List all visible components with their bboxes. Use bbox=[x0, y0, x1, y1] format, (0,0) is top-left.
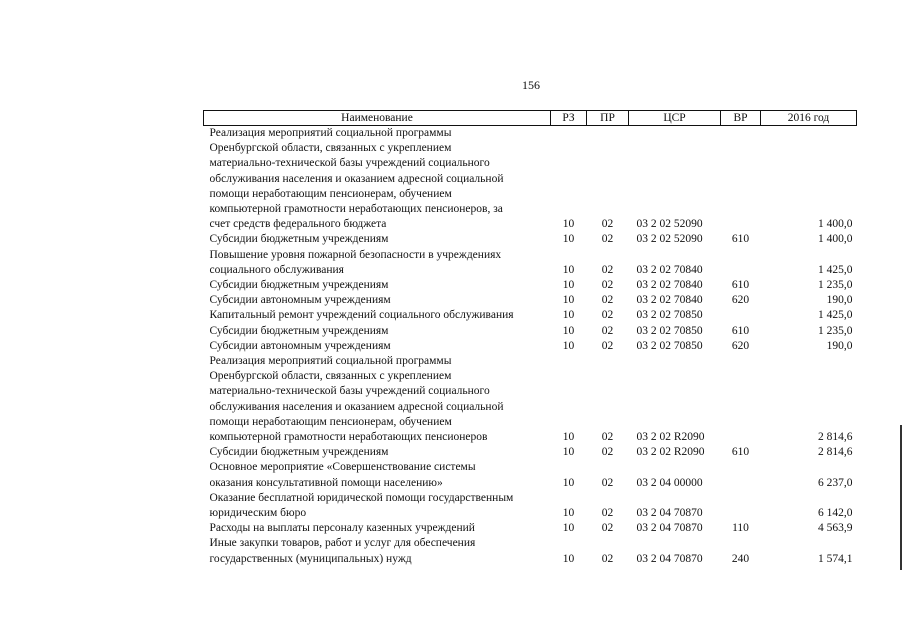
cell-vr bbox=[721, 460, 761, 490]
header-year: 2016 год bbox=[761, 111, 857, 126]
cell-rz: 10 bbox=[562, 339, 575, 352]
cell-vr: 610 bbox=[731, 446, 750, 459]
cell-name: Иные закупки товаров, работ и услуг для обеспечения государственных (муниципальных) нужд bbox=[209, 537, 476, 565]
table-row bbox=[204, 293, 857, 308]
cell-csr: 03 2 04 70870 bbox=[636, 552, 703, 565]
cell-name: Субсидии бюджетным учреждениям bbox=[209, 324, 389, 337]
cell-csr: 03 2 02 R2090 bbox=[636, 431, 705, 444]
table-row bbox=[204, 278, 857, 293]
cell-vr bbox=[721, 308, 761, 323]
cell-pr: 02 bbox=[601, 431, 614, 444]
cell-csr: 03 2 04 00000 bbox=[636, 476, 703, 489]
cell-vr: 610 bbox=[731, 324, 750, 337]
cell-rz: 10 bbox=[562, 279, 575, 292]
cell-name: Оказание бесплатной юридической помощи государственным юридическим бюро bbox=[209, 491, 514, 520]
cell-sum: 1 425,0 bbox=[818, 263, 853, 276]
cell-sum: 1 574,1 bbox=[818, 552, 853, 565]
header-pr: ПР bbox=[587, 111, 629, 126]
cell-rz: 10 bbox=[562, 324, 575, 337]
cell-csr: 03 2 02 70840 bbox=[636, 279, 703, 292]
table-row bbox=[204, 445, 857, 460]
cell-sum: 4 563,9 bbox=[818, 522, 853, 535]
cell-csr: 03 2 02 52090 bbox=[636, 233, 703, 246]
cell-rz: 10 bbox=[562, 263, 575, 276]
cell-vr: 610 bbox=[731, 279, 750, 292]
table-row bbox=[204, 354, 857, 445]
table-row bbox=[204, 232, 857, 247]
cell-csr: 03 2 02 52090 bbox=[636, 218, 703, 231]
cell-vr bbox=[721, 126, 761, 233]
table-row bbox=[204, 521, 857, 536]
cell-rz: 10 bbox=[562, 294, 575, 307]
cell-pr: 02 bbox=[601, 233, 614, 246]
cell-vr: 240 bbox=[731, 552, 750, 565]
cell-vr bbox=[721, 248, 761, 278]
cell-rz: 10 bbox=[562, 476, 575, 489]
table-row bbox=[204, 248, 857, 278]
cell-sum: 1 400,0 bbox=[818, 218, 853, 231]
cell-name: Реализация мероприятий социальной программы Оренбургской области, связанных с укреплением материально-технической базы учреждений социального обслуживания населения и оказанием адресной социальной помощи неработающим пенсионерам, обучением компьютерной грамотности неработающих пенсионеров, за счет средств федерального бюджета bbox=[209, 127, 504, 231]
table-row bbox=[204, 536, 857, 566]
table-row bbox=[204, 308, 857, 323]
cell-csr: 03 2 02 R2090 bbox=[636, 446, 705, 459]
cell-vr: 110 bbox=[732, 522, 749, 535]
cell-sum: 1 235,0 bbox=[818, 279, 853, 292]
cell-rz: 10 bbox=[562, 218, 575, 231]
cell-pr: 02 bbox=[601, 294, 614, 307]
cell-vr: 620 bbox=[731, 294, 750, 307]
cell-rz: 10 bbox=[562, 552, 575, 565]
table-row bbox=[204, 491, 857, 521]
cell-pr: 02 bbox=[601, 522, 614, 535]
cell-csr: 03 2 04 70870 bbox=[636, 507, 703, 520]
scan-edge-mark bbox=[900, 425, 902, 570]
cell-sum: 1 425,0 bbox=[818, 309, 853, 322]
table-row bbox=[204, 126, 857, 233]
table-header-row bbox=[204, 111, 857, 126]
cell-name: Субсидии бюджетным учреждениям bbox=[209, 233, 389, 246]
cell-sum: 6 237,0 bbox=[818, 476, 853, 489]
cell-name: Капитальный ремонт учреждений социального обслуживания bbox=[209, 309, 514, 322]
header-rz: РЗ bbox=[551, 111, 587, 126]
cell-pr: 02 bbox=[601, 507, 614, 520]
cell-sum: 1 235,0 bbox=[818, 324, 853, 337]
cell-rz: 10 bbox=[562, 233, 575, 246]
cell-csr: 03 2 02 70840 bbox=[636, 294, 703, 307]
cell-rz: 10 bbox=[562, 446, 575, 459]
cell-name: Реализация мероприятий социальной программы Оренбургской области, связанных с укреплением материально-технической базы учреждений социального обслуживания населения и оказанием адресной социальной помощи неработающим пенсионерам, обучением компьютерной грамотности неработающих пенсионеров bbox=[209, 355, 504, 444]
header-name: Наименование bbox=[204, 111, 551, 126]
cell-vr bbox=[721, 354, 761, 445]
cell-name: Субсидии автономным учреждениям bbox=[209, 294, 391, 307]
cell-name: Субсидии бюджетным учреждениям bbox=[209, 446, 389, 459]
cell-name: Субсидии бюджетным учреждениям bbox=[209, 279, 389, 292]
cell-pr: 02 bbox=[601, 263, 614, 276]
cell-sum: 2 814,6 bbox=[818, 431, 853, 444]
cell-vr bbox=[721, 491, 761, 521]
cell-pr: 02 bbox=[601, 476, 614, 489]
header-csr: ЦСР bbox=[629, 111, 721, 126]
cell-sum: 6 142,0 bbox=[818, 507, 853, 520]
cell-csr: 03 2 02 70850 bbox=[636, 339, 703, 352]
cell-pr: 02 bbox=[601, 339, 614, 352]
cell-sum: 1 400,0 bbox=[818, 233, 853, 246]
cell-name: Субсидии автономным учреждениям bbox=[209, 339, 391, 352]
budget-table bbox=[203, 110, 857, 567]
cell-csr: 03 2 02 70840 bbox=[636, 263, 703, 276]
page-number: 156 bbox=[522, 78, 540, 92]
cell-sum: 190,0 bbox=[826, 294, 853, 307]
cell-rz: 10 bbox=[562, 507, 575, 520]
cell-vr: 620 bbox=[731, 339, 750, 352]
table-row bbox=[204, 324, 857, 339]
table-body bbox=[204, 126, 857, 567]
cell-csr: 03 2 02 70850 bbox=[636, 309, 703, 322]
cell-rz: 10 bbox=[562, 309, 575, 322]
cell-rz: 10 bbox=[562, 522, 575, 535]
cell-pr: 02 bbox=[601, 309, 614, 322]
cell-vr: 610 bbox=[731, 233, 750, 246]
cell-pr: 02 bbox=[601, 279, 614, 292]
cell-name: Повышение уровня пожарной безопасности в учреждениях социального обслуживания bbox=[209, 248, 502, 276]
cell-pr: 02 bbox=[601, 552, 614, 565]
cell-csr: 03 2 02 70850 bbox=[636, 324, 703, 337]
cell-csr: 03 2 04 70870 bbox=[636, 522, 703, 535]
table-row bbox=[204, 460, 857, 490]
cell-name: Расходы на выплаты персоналу казенных учреждений bbox=[209, 522, 475, 535]
cell-rz: 10 bbox=[562, 431, 575, 444]
cell-pr: 02 bbox=[601, 324, 614, 337]
cell-pr: 02 bbox=[601, 218, 614, 231]
cell-sum: 190,0 bbox=[826, 339, 853, 352]
header-vr: ВР bbox=[721, 111, 761, 126]
table-row bbox=[204, 339, 857, 354]
cell-sum: 2 814,6 bbox=[818, 446, 853, 459]
cell-name: Основное мероприятие «Совершенствование системы оказания консультативной помощи населению» bbox=[209, 461, 476, 489]
cell-pr: 02 bbox=[601, 446, 614, 459]
